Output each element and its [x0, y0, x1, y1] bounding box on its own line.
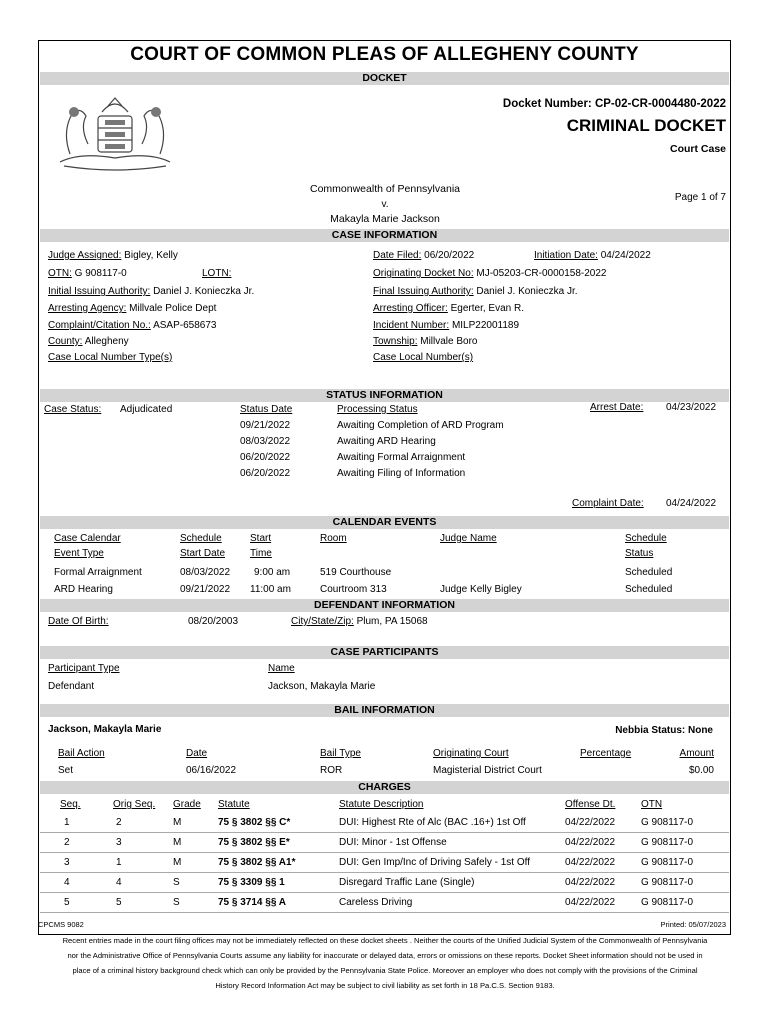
- charge-description: Disregard Traffic Lane (Single): [339, 877, 475, 888]
- pennsylvania-seal-icon: [50, 92, 180, 172]
- docket-number: Docket Number: CP-02-CR-0004480-2022: [502, 98, 726, 110]
- charge-offense-date: 04/22/2022: [565, 857, 616, 868]
- bail-action-header: Bail Action: [58, 748, 105, 759]
- date-filed-value: 06/20/2022: [424, 250, 475, 261]
- disclaimer: Recent entries made in the court filing offices may not be immediately reflected on these docket sheets . Neither the courts of the Unified Judicial System of the Commonwealth of Pennsylvania nor the Administrative Office of Pennsylvania Courts assume any liability for inaccurate or delayed data, errors or omissions on these reports. Docket Sheet information should not be used in place of a criminal history background check which can only be provided by the Pennsylvania State Police. Moreover an employer who does not comply with the provisions of the Criminal History Record Information Act may be subject to civil liability as set forth in 18 Pa.C.S. Section 9183.: [62, 936, 708, 990]
- charge-grade: M: [173, 857, 182, 868]
- calendar-event-header: Case Calendar: [54, 533, 121, 544]
- originating-court-header: Originating Court: [433, 748, 509, 759]
- room-header: Room: [320, 533, 347, 544]
- calendar-events-bar: CALENDAR EVENTS: [40, 516, 729, 529]
- event-type: ARD Hearing: [54, 584, 113, 595]
- event-time: 11:00 am: [250, 584, 291, 595]
- charge-row: [40, 892, 729, 913]
- arrest-date-value: 04/23/2022: [666, 402, 717, 413]
- case-status-value: Adjudicated: [120, 404, 173, 415]
- event-type: Formal Arraignment: [54, 567, 142, 578]
- offense-date-header: Offense Dt.: [565, 799, 616, 810]
- percentage-header: Percentage: [580, 748, 632, 759]
- status-date-header: Status Date: [240, 404, 293, 415]
- caption-defendant: Makayla Marie Jackson: [330, 213, 440, 225]
- charge-row: [40, 812, 729, 833]
- lotn-label: LOTN:: [202, 268, 232, 279]
- charge-statute: 75 § 3714 §§ A: [218, 897, 287, 908]
- court-title: COURT OF COMMON PLEAS OF ALLEGHENY COUNTY: [130, 44, 639, 65]
- originating-court: Magisterial District Court: [433, 765, 542, 776]
- bail-person: Jackson, Makayla Marie: [48, 724, 162, 735]
- otn-label: OTN:: [48, 268, 72, 279]
- bail-date: 06/16/2022: [186, 765, 237, 776]
- processing-status: Awaiting Formal Arraignment: [337, 452, 466, 463]
- participant-type: Defendant: [48, 681, 95, 692]
- bail-date-header: Date: [186, 748, 208, 759]
- arresting-officer-value: Egerter, Evan R.: [450, 303, 524, 314]
- charge-otn: G 908117-0: [641, 817, 694, 828]
- charge-statute: 75 § 3802 §§ C*: [218, 817, 291, 828]
- initial-authority-label: Initial Issuing Authority:: [48, 286, 151, 297]
- arresting-agency-value: Millvale Police Dept: [129, 303, 217, 314]
- charge-orig-seq: 5: [116, 897, 122, 908]
- grade-header: Grade: [173, 799, 201, 810]
- charge-row: [40, 852, 729, 873]
- originating-docket-label: Originating Docket No:: [373, 268, 474, 279]
- judge-name-header: Judge Name: [440, 533, 497, 544]
- dob-label: Date Of Birth:: [48, 616, 109, 627]
- judge-label: Judge Assigned:: [48, 250, 122, 261]
- complaint-number-label: Complaint/Citation No.:: [48, 320, 151, 331]
- charge-otn: G 908117-0: [641, 837, 694, 848]
- charge-seq: 5: [64, 897, 70, 908]
- charge-grade: M: [173, 837, 182, 848]
- incident-number-value: MILP22001189: [451, 320, 520, 331]
- schedule-date-header: Start Date: [180, 548, 226, 559]
- processing-status: Awaiting ARD Hearing: [337, 436, 436, 447]
- case-kind: Court Case: [669, 143, 726, 155]
- date-filed-label: Date Filed:: [373, 250, 422, 261]
- city-state-zip-label: City/State/Zip:: [291, 616, 354, 627]
- otn-value: G 908117-0: [74, 268, 127, 279]
- form-number: CPCMS 9082: [38, 920, 84, 929]
- docket-type: CRIMINAL DOCKET: [566, 116, 726, 135]
- initial-authority-value: Daniel J. Konieczka Jr.: [153, 286, 255, 297]
- case-information-bar: CASE INFORMATION: [40, 229, 729, 242]
- charge-statute: 75 § 3802 §§ E*: [218, 837, 290, 848]
- charge-orig-seq: 1: [116, 857, 122, 868]
- case-status-label: Case Status:: [44, 404, 102, 415]
- page-number: Page 1 of 7: [674, 192, 726, 203]
- case-local-number-type-label: Case Local Number Type(s): [48, 352, 173, 363]
- nebbia-status: Nebbia Status: None: [615, 725, 713, 736]
- status-date: 06/20/2022: [240, 452, 291, 463]
- charge-otn: G 908117-0: [641, 877, 694, 888]
- charge-otn-header: OTN: [641, 799, 663, 810]
- final-authority-label: Final Issuing Authority:: [373, 286, 474, 297]
- charge-otn: G 908117-0: [641, 857, 694, 868]
- city-state-zip-value: Plum, PA 15068: [356, 616, 428, 627]
- bail-information-bar: BAIL INFORMATION: [40, 704, 729, 717]
- caption-commonwealth: Commonwealth of Pennsylvania: [310, 183, 460, 195]
- charge-statute: 75 § 3802 §§ A1*: [218, 857, 296, 868]
- event-status: Scheduled: [625, 584, 673, 595]
- bail-action: Set: [58, 765, 74, 776]
- event-status: Scheduled: [625, 567, 673, 578]
- statute-header: Statute: [218, 799, 250, 810]
- processing-status: Awaiting Completion of ARD Program: [337, 420, 504, 431]
- status-date: 08/03/2022: [240, 436, 291, 447]
- charge-offense-date: 04/22/2022: [565, 837, 616, 848]
- participant-name-header: Name: [268, 663, 295, 674]
- event-date: 08/03/2022: [180, 567, 231, 578]
- statute-description-header: Statute Description: [339, 799, 424, 810]
- charge-description: DUI: Minor - 1st Offense: [339, 837, 447, 848]
- complaint-date-value: 04/24/2022: [666, 498, 717, 509]
- charge-grade: M: [173, 817, 182, 828]
- bail-type-header: Bail Type: [320, 748, 361, 759]
- incident-number-label: Incident Number:: [373, 320, 450, 331]
- county-value: Allegheny: [84, 336, 129, 347]
- case-participants-bar: CASE PARTICIPANTS: [40, 646, 729, 659]
- charge-offense-date: 04/22/2022: [565, 817, 616, 828]
- defendant-information-bar: DEFENDANT INFORMATION: [40, 599, 729, 612]
- charge-grade: S: [173, 877, 180, 888]
- final-authority-value: Daniel J. Konieczka Jr.: [476, 286, 578, 297]
- charge-grade: S: [173, 897, 180, 908]
- charge-orig-seq: 2: [116, 817, 122, 828]
- charge-description: Careless Driving: [339, 897, 413, 908]
- calendar-event-header: Event Type: [54, 548, 104, 559]
- complaint-number-value: ASAP-658673: [153, 320, 217, 331]
- complaint-date-label: Complaint Date:: [572, 498, 644, 509]
- charge-orig-seq: 4: [116, 877, 122, 888]
- seq-header: Seq.: [60, 799, 81, 810]
- bail-type: ROR: [320, 765, 343, 776]
- status-information-bar: STATUS INFORMATION: [40, 389, 729, 402]
- orig-seq-header: Orig Seq.: [113, 799, 156, 810]
- processing-status-header: Processing Status: [337, 404, 418, 415]
- charge-description: DUI: Highest Rte of Alc (BAC .16+) 1st Off: [339, 817, 526, 828]
- processing-status: Awaiting Filing of Information: [337, 468, 466, 479]
- status-date: 09/21/2022: [240, 420, 291, 431]
- charge-orig-seq: 3: [116, 837, 122, 848]
- amount-header: Amount: [679, 748, 714, 759]
- event-date: 09/21/2022: [180, 584, 231, 595]
- charge-row: [40, 872, 729, 893]
- event-room: Courtroom 313: [320, 584, 387, 595]
- schedule-status-header: Status: [625, 548, 654, 559]
- charge-seq: 3: [64, 857, 70, 868]
- initiation-date-value: 04/24/2022: [600, 250, 651, 261]
- participant-type-header: Participant Type: [48, 663, 120, 674]
- arresting-officer-label: Arresting Officer:: [373, 303, 448, 314]
- schedule-status-header: Schedule: [625, 533, 667, 544]
- bail-amount: $0.00: [688, 765, 714, 776]
- charge-seq: 4: [64, 877, 70, 888]
- event-room: 519 Courthouse: [320, 567, 392, 578]
- arresting-agency-label: Arresting Agency:: [48, 303, 127, 314]
- charge-statute: 75 § 3309 §§ 1: [218, 877, 285, 888]
- dob-value: 08/20/2003: [188, 616, 239, 627]
- originating-docket-value: MJ-05203-CR-0000158-2022: [476, 268, 607, 279]
- township-label: Township:: [373, 336, 418, 347]
- charge-otn: G 908117-0: [641, 897, 694, 908]
- printed-date: Printed: 05/07/2023: [660, 920, 726, 929]
- charges-bar: CHARGES: [40, 781, 729, 794]
- initiation-date-label: Initiation Date:: [534, 250, 598, 261]
- charge-seq: 1: [64, 817, 70, 828]
- caption-versus: v.: [381, 199, 389, 210]
- arrest-date-label: Arrest Date:: [590, 402, 644, 413]
- charge-seq: 2: [64, 837, 70, 848]
- charge-description: DUI: Gen Imp/Inc of Driving Safely - 1st Off: [339, 857, 530, 868]
- participant-name: Jackson, Makayla Marie: [268, 681, 376, 692]
- status-date: 06/20/2022: [240, 468, 291, 479]
- township-value: Millvale Boro: [420, 336, 478, 347]
- charge-row: [40, 832, 729, 853]
- judge-value: Bigley, Kelly: [124, 250, 178, 261]
- event-time: 9:00 am: [254, 567, 291, 578]
- case-local-number-label: Case Local Number(s): [373, 352, 474, 363]
- start-time-header: Start: [250, 533, 272, 544]
- start-time-header: Time: [250, 548, 272, 559]
- schedule-date-header: Schedule: [180, 533, 222, 544]
- charge-offense-date: 04/22/2022: [565, 877, 616, 888]
- docket-bar: DOCKET: [40, 72, 729, 85]
- county-label: County:: [48, 336, 83, 347]
- charge-offense-date: 04/22/2022: [565, 897, 616, 908]
- event-judge: Judge Kelly Bigley: [440, 584, 522, 595]
